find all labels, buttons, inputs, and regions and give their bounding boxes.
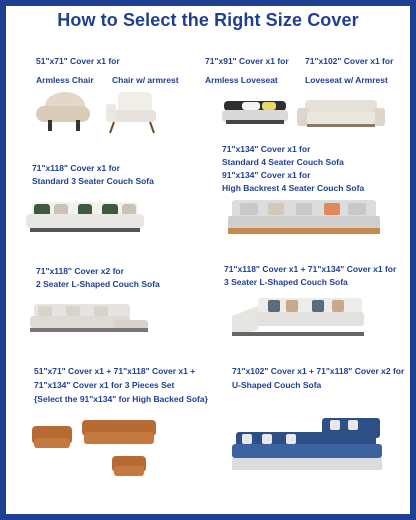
armrest-chair-label: Chair w/ armrest bbox=[112, 75, 179, 85]
border-top bbox=[0, 0, 416, 6]
two-seater-l-label: 2 Seater L-Shaped Couch Sofa bbox=[36, 279, 160, 289]
three-piece-set-image bbox=[30, 416, 160, 482]
high-back-size-label: 91"x134" Cover x1 for bbox=[222, 170, 311, 180]
u-shaped-label: U-Shaped Couch Sofa bbox=[232, 380, 322, 390]
four-seater-label: Standard 4 Seater Couch Sofa bbox=[222, 157, 344, 167]
armrest-loveseat-image bbox=[295, 96, 387, 130]
high-backed-note: {Select the 91"x134" for High Backed Sofa} bbox=[34, 394, 208, 404]
three-piece-sizes-label: 51"x71" Cover x1 + 71"x118" Cover x1 + bbox=[34, 366, 196, 376]
chair-size-label: 51"x71" Cover x1 for bbox=[36, 56, 120, 66]
loveseat-armless-label: Armless Loveseat bbox=[205, 75, 278, 85]
four-seater-size-label: 71"x134" Cover x1 for bbox=[222, 144, 311, 154]
u-shaped-sofa-image bbox=[230, 416, 386, 476]
loveseat-armrest-size-label: 71"x102" Cover x1 for bbox=[305, 56, 394, 66]
four-seater-sofa-image bbox=[226, 196, 382, 238]
border-left bbox=[0, 0, 6, 520]
loveseat-armless-size-label: 71"x91" Cover x1 for bbox=[205, 56, 289, 66]
three-seater-size-label: 71"x118" Cover x1 for bbox=[32, 163, 120, 173]
three-seater-l-sofa-image bbox=[228, 292, 368, 340]
armless-chair-label: Armless Chair bbox=[36, 75, 94, 85]
three-piece-set-label: 71"x134" Cover x1 for 3 Pieces Set bbox=[34, 380, 175, 390]
armrest-chair-image bbox=[104, 86, 160, 134]
three-seater-l-label: 3 Seater L-Shaped Couch Sofa bbox=[224, 277, 348, 287]
armless-loveseat-image bbox=[218, 98, 292, 128]
border-right bbox=[410, 0, 416, 520]
three-seater-label: Standard 3 Seater Couch Sofa bbox=[32, 176, 154, 186]
armless-chair-image bbox=[30, 88, 100, 133]
two-seater-l-size-label: 71"x118" Cover x2 for bbox=[36, 266, 124, 276]
u-shaped-sizes-label: 71"x102" Cover x1 + 71"x118" Cover x2 for bbox=[232, 366, 405, 376]
page-title: How to Select the Right Size Cover bbox=[57, 10, 359, 30]
high-back-label: High Backrest 4 Seater Couch Sofa bbox=[222, 183, 365, 193]
three-seater-l-size-label: 71"x118" Cover x1 + 71"x134" Cover x1 for bbox=[224, 264, 397, 274]
two-seater-l-sofa-image bbox=[26, 298, 152, 338]
three-seater-sofa-image bbox=[24, 198, 146, 236]
loveseat-armrest-label: Loveseat w/ Armrest bbox=[305, 75, 388, 85]
border-bottom bbox=[0, 514, 416, 520]
